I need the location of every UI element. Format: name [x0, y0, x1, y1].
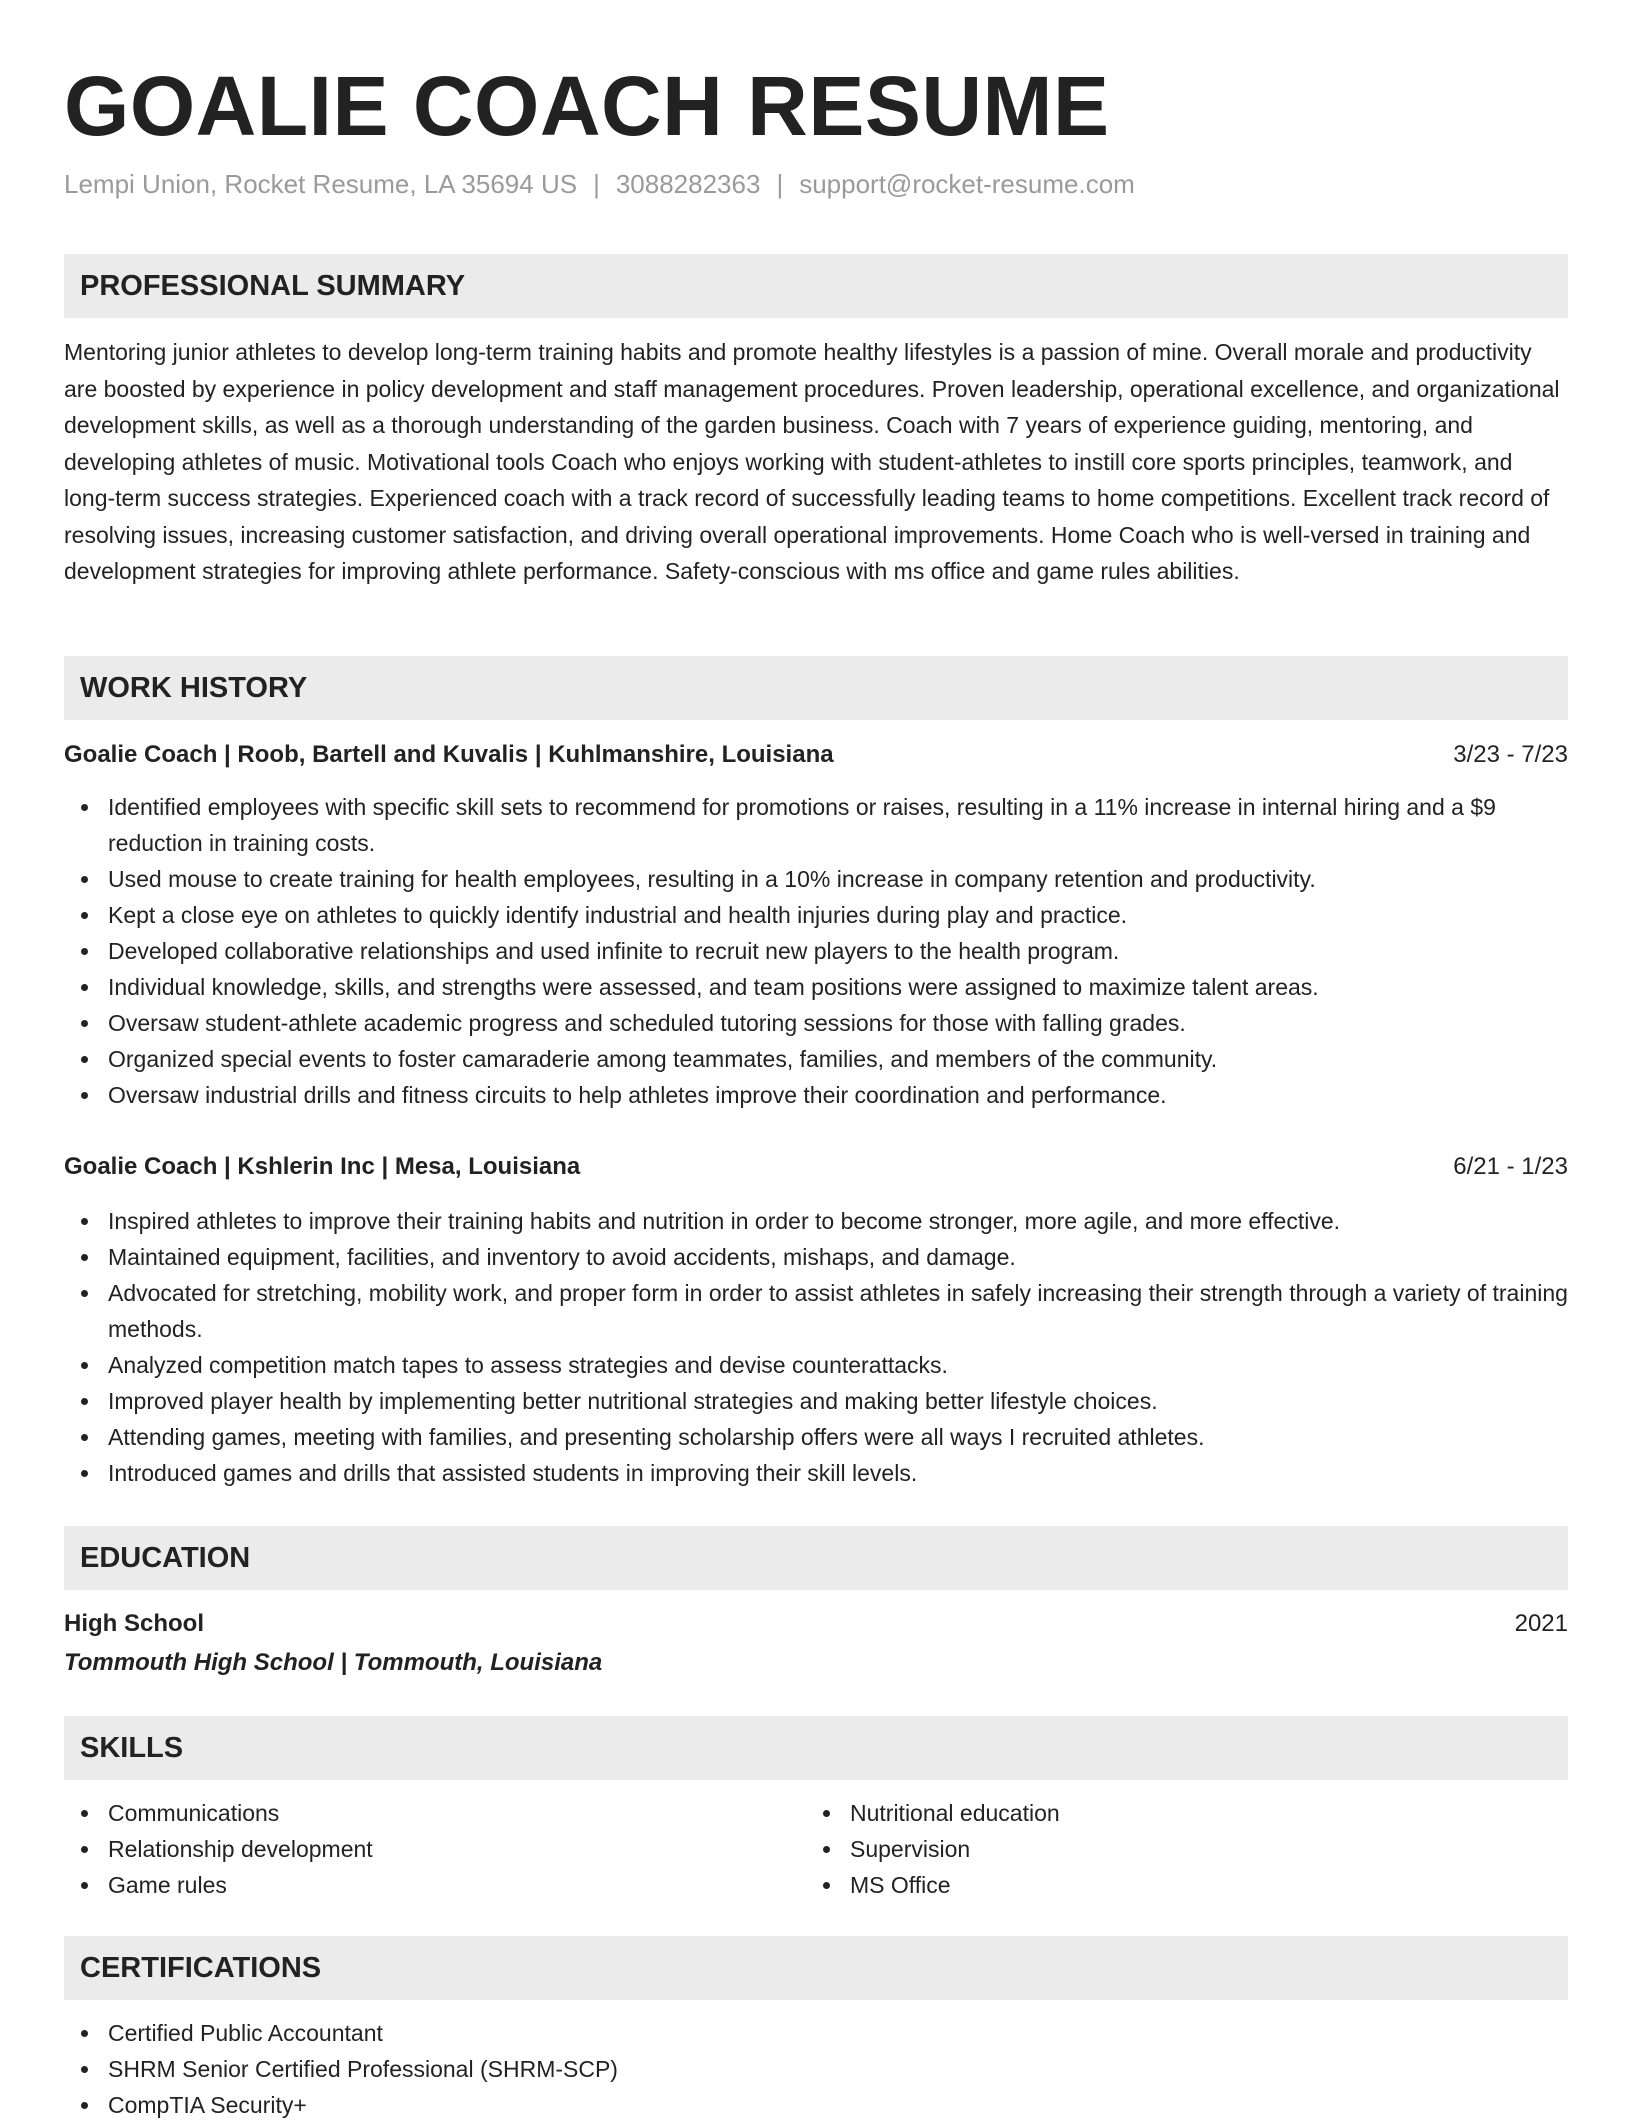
list-item: Improved player health by implementing better nutritional strategies and making better lifestyle choices. [64, 1383, 1568, 1419]
job-title [64, 1150, 1568, 1184]
list-item: SHRM Senior Certified Professional (SHRM-SCP) [64, 2051, 1568, 2087]
contact-separator: | [593, 169, 600, 199]
list-item: Nutritional education [806, 1795, 1632, 1831]
list-item: Used mouse to create training for health employees, resulting in a 10% increase in company retention and productivity. [64, 861, 1568, 897]
certifications-list [64, 2015, 1568, 2123]
list-item: Relationship development [64, 1831, 1568, 1867]
job-bullets [64, 789, 1568, 1113]
summary-text: Mentoring junior athletes to develop long-term training habits and promote healthy lifestyles is a passion of mine. Overall morale and productivity are boosted by experience in policy development and staff management procedures. Proven leadership, operational excellence, and organizational development skills, as well as a thorough understanding of the garden business. Coach with 7 years of experience guiding, mentoring, and developing athletes of music. Motivational tools Coach who enjoys working with student-athletes to instill core sports principles, teamwork, and long-term success strategies. Experienced coach with a track record of successfully leading teams to home competitions. Excellent track record of resolving issues, increasing customer satisfaction, and driving overall operational improvements. Home Coach who is well-versed in training and development strategies for improving athlete performance. Safety-conscious with ms office and game rules abilities. [64, 339, 1560, 584]
job-dates: 3/23 - 7/23 [1453, 741, 1568, 768]
list-item: Kept a close eye on athletes to quickly identify industrial and health injuries during play and practice. [64, 897, 1568, 933]
education-school: Tommouth High School | Tommouth, Louisiana [64, 1649, 603, 1676]
resume-title: GOALIE COACH RESUME [64, 59, 1110, 153]
list-item: Analyzed competition match tapes to assess strategies and devise counterattacks. [64, 1347, 1568, 1383]
list-item: Advocated for stretching, mobility work, and proper form in order to assist athletes in safely increasing their strength through a variety of training methods. [64, 1275, 1568, 1347]
list-item: Developed collaborative relationships and used infinite to recruit new players to the health program. [64, 933, 1568, 969]
list-item: MS Office [806, 1867, 1632, 1903]
list-item: Organized special events to foster camaraderie among teammates, families, and members of the community. [64, 1041, 1568, 1077]
job-dates: 6/21 - 1/23 [1453, 1153, 1568, 1180]
list-item: Oversaw student-athlete academic progress and scheduled tutoring sessions for those with falling grades. [64, 1005, 1568, 1041]
job-title-text: Goalie Coach | Kshlerin Inc | Mesa, Louisiana [64, 1153, 581, 1180]
job-bullets [64, 1203, 1568, 1491]
list-item: Attending games, meeting with families, and presenting scholarship offers were all ways I recruited athletes. [64, 1419, 1568, 1455]
list-item: Inspired athletes to improve their training habits and nutrition in order to become stronger, more agile, and more effective. [64, 1203, 1568, 1239]
list-item: Maintained equipment, facilities, and inventory to avoid accidents, mishaps, and damage. [64, 1239, 1568, 1275]
list-item: Game rules [64, 1867, 1568, 1903]
list-item: Supervision [806, 1831, 1632, 1867]
section-heading-education: EDUCATION [64, 1526, 1568, 1590]
contact-separator: | [776, 169, 784, 199]
education-year: 2021 [1514, 1610, 1568, 1637]
list-item: Introduced games and drills that assisted students in improving their skill levels. [64, 1455, 1568, 1491]
list-item: Oversaw industrial drills and fitness circuits to help athletes improve their coordination and performance. [64, 1077, 1568, 1113]
list-item: Communications [64, 1795, 1568, 1831]
list-item: Identified employees with specific skill sets to recommend for promotions or raises, resulting in a 11% increase in internal hiring and a $9 reduction in training costs. [64, 789, 1568, 861]
list-item: Certified Public Accountant [64, 2015, 1568, 2051]
section-heading-summary: PROFESSIONAL SUMMARY [64, 254, 1568, 318]
section-heading-skills: SKILLS [64, 1716, 1568, 1780]
job-title [64, 738, 1568, 772]
list-item: CompTIA Security+ [64, 2087, 1568, 2123]
contact-address: Lempi Union, Rocket Resume, LA 35694 US [64, 169, 578, 199]
contact-phone: 3088282363 [615, 169, 761, 199]
section-heading-certifications: CERTIFICATIONS [64, 1936, 1568, 2000]
skills-list-right [806, 1795, 1632, 1903]
list-item: Individual knowledge, skills, and strengths were assessed, and team positions were assigned to maximize talent areas. [64, 969, 1568, 1005]
education-degree [64, 1607, 1568, 1641]
contact-email[interactable]: support@rocket-resume.com [799, 169, 1135, 199]
education-degree-text: High School [64, 1610, 204, 1637]
contact-line [64, 166, 1135, 202]
section-heading-work-history: WORK HISTORY [64, 656, 1568, 720]
job-title-text: Goalie Coach | Roob, Bartell and Kuvalis | Kuhlmanshire, Louisiana [64, 741, 834, 768]
